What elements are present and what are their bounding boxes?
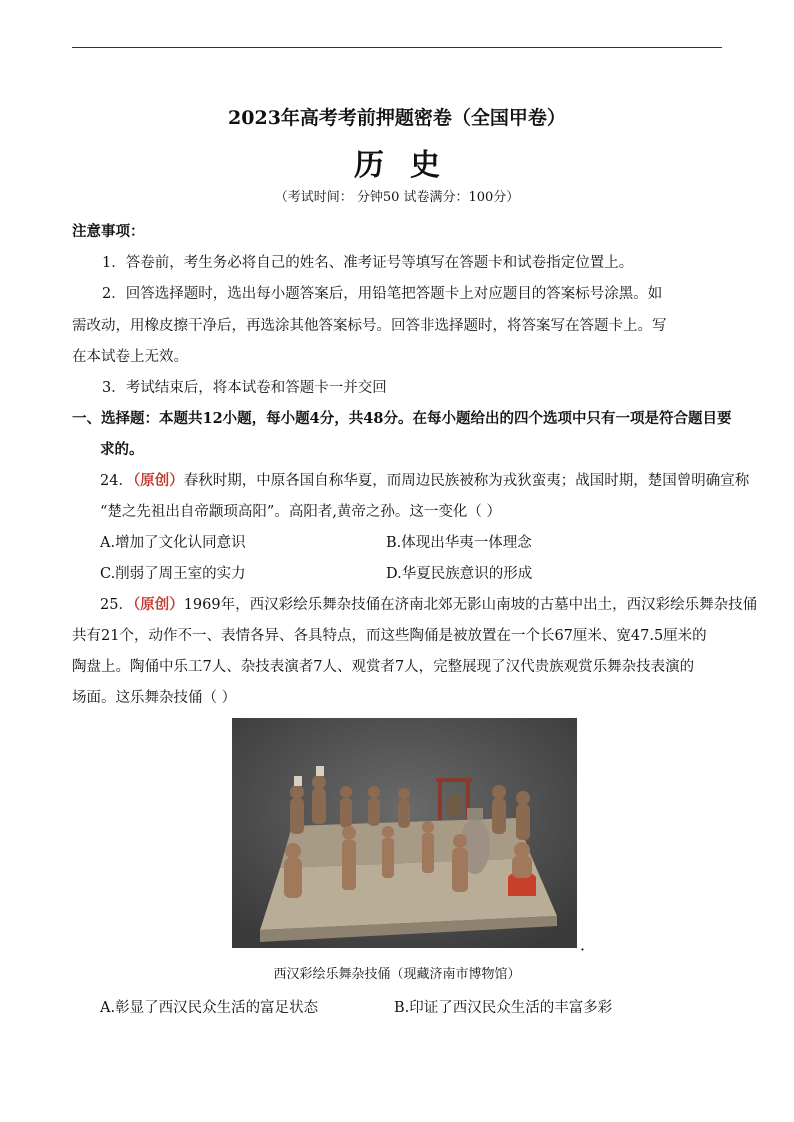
question-25-option-a[interactable]: A.彰显了西汉民众生活的富足状态 [100,1000,319,1016]
note-item-1: 1．答卷前，考生务必将自己的姓名、准考证号等填写在答题卡和试卷指定位置上。 [102,255,634,271]
question-24-option-a[interactable]: A.增加了文化认同意识 [100,535,246,551]
original-tag: （原创） [132,596,184,613]
question-25-line-2: 共有21个，动作不一、表情各异、各具特点，而这些陶俑是被放置在一个长67厘米、宽47.5厘米的 [72,628,707,644]
exam-info: （考试时间： 分钟50 试卷满分：100分） [274,190,520,205]
question-24-line-2: “楚之先祖出自帝颛顼高阳”。高阳者,黄帝之孙。这一变化（ ） [100,504,502,520]
question-24-number: 24． [100,473,133,489]
note-item-2-line-3: 在本试卷上无效。 [72,349,188,365]
top-rule [72,47,722,48]
photo-caption: 西汉彩绘乐舞杂技俑（现藏济南市博物馆） [273,967,521,982]
section-1-heading-cont: 求的。 [100,441,144,458]
section-1-heading: 一、选择题：本题共12小题，每小题4分，共48分。在每小题给出的四个选项中只有一项是符合题目要 [72,410,732,427]
notes-heading: 注意事项： [72,223,145,240]
note-item-2-line-2: 需改动，用橡皮擦干净后，再选涂其他答案标号。回答非选择题时，将答案写在答题卡上。写 [72,318,667,334]
original-tag: （原创） [132,472,184,489]
question-24-text: 春秋时期，中原各国自称华夏，而周边民族被称为戎狄蛮夷；战国时期，楚国曾明确宣称 [183,473,750,489]
note-item-3: 3．考试结束后，将本试卷和答题卡一并交回 [102,380,387,396]
question-25-line-3: 陶盘上。陶俑中乐工7人、杂技表演者7人、观赏者7人，完整展现了汉代贵族观赏乐舞杂技表演的 [72,659,695,675]
question-25-option-b[interactable]: B.印证了西汉民众生活的丰富多彩 [394,1000,613,1016]
question-25-line-1 [100,593,757,614]
question-24-option-b[interactable]: B.体现出华夷一体理念 [386,535,532,551]
question-24-option-d[interactable]: D.华夏民族意识的形成 [386,566,533,582]
note-item-2-line-1: 2．回答选择题时，选出每小题答案后，用铅笔把答题卡上对应题目的答案标号涂黑。如 [102,286,663,302]
subject-title: 历史 [354,148,466,183]
exam-title: 2023年高考考前押题密卷（全国甲卷） [228,107,566,129]
question-24-line-1 [100,469,749,490]
question-25-line-4: 场面。这乐舞杂技俑（ ） [72,690,237,706]
question-25-text: 1969年，西汉彩绘乐舞杂技俑在济南北郊无影山南坡的古墓中出土，西汉彩绘乐舞杂技俑 [183,597,758,613]
question-25-number: 25． [100,597,133,613]
figurines-photo [232,718,577,948]
trailing-dot: ． [580,935,597,954]
question-24-option-c[interactable]: C.削弱了周王室的实力 [100,566,246,582]
